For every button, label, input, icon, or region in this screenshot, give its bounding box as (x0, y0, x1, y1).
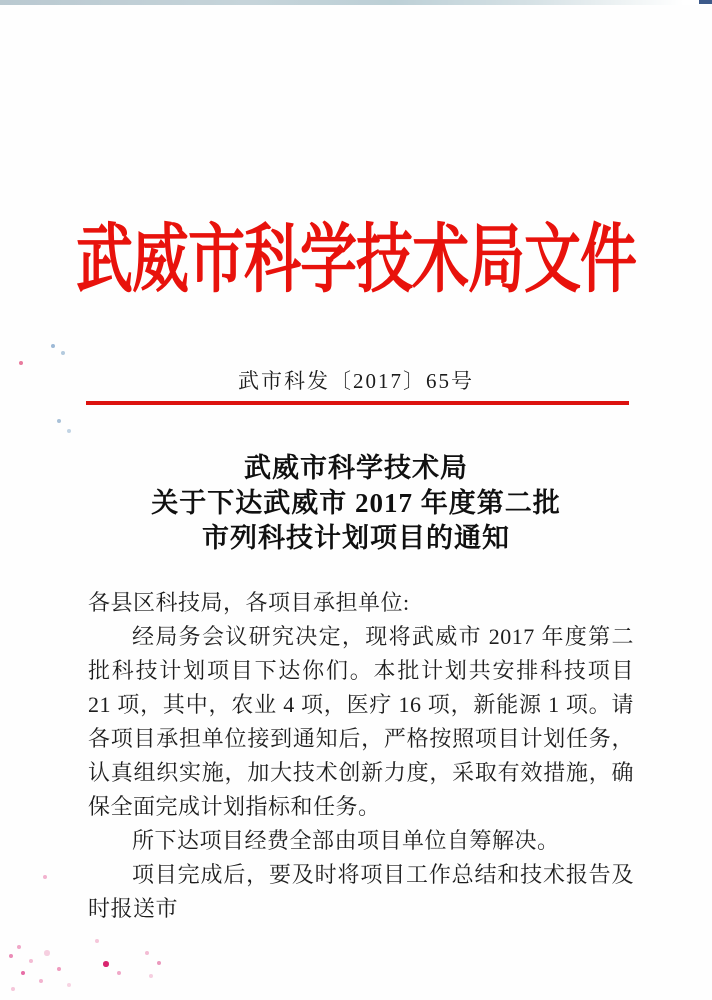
body-paragraph: 经局务会议研究决定，现将武威市 2017 年度第二批科技计划项目下达你们。本批计划共安排科技项目 21 项，其中，农业 4 项，医疗 16 项，新能源 1 项。请各项目承担单位接到通知后，严格按照项目计划任务，认真组织实施，加大技术创新力度，采取有效措施，确保全面完成计划指标和任务。 (88, 624, 634, 819)
agency-banner-title: 武威市科学技术局文件 (76, 218, 636, 302)
notice-title (0, 451, 712, 556)
body-paragraph: 项目完成后，要及时将项目工作总结和技术报告及时报送市 (88, 862, 634, 921)
notice-title-line-3: 市列科技计划项目的通知 (202, 523, 510, 553)
notice-title-line-1: 武威市科学技术局 (244, 453, 468, 483)
scan-corner-mark (699, 0, 712, 4)
document-number: 武市科发〔2017〕65号 (238, 369, 474, 393)
scan-edge-artifact (0, 0, 712, 5)
salutation: 各县区科技局，各项目承担单位: (88, 590, 410, 615)
red-divider-rule (86, 401, 629, 405)
document-body (88, 586, 634, 926)
notice-title-line-2: 关于下达武威市 2017 年度第二批 (151, 488, 561, 518)
body-paragraph: 所下达项目经费全部由项目单位自筹解决。 (132, 828, 560, 853)
scan-speckle-artifacts (0, 0, 2, 2)
